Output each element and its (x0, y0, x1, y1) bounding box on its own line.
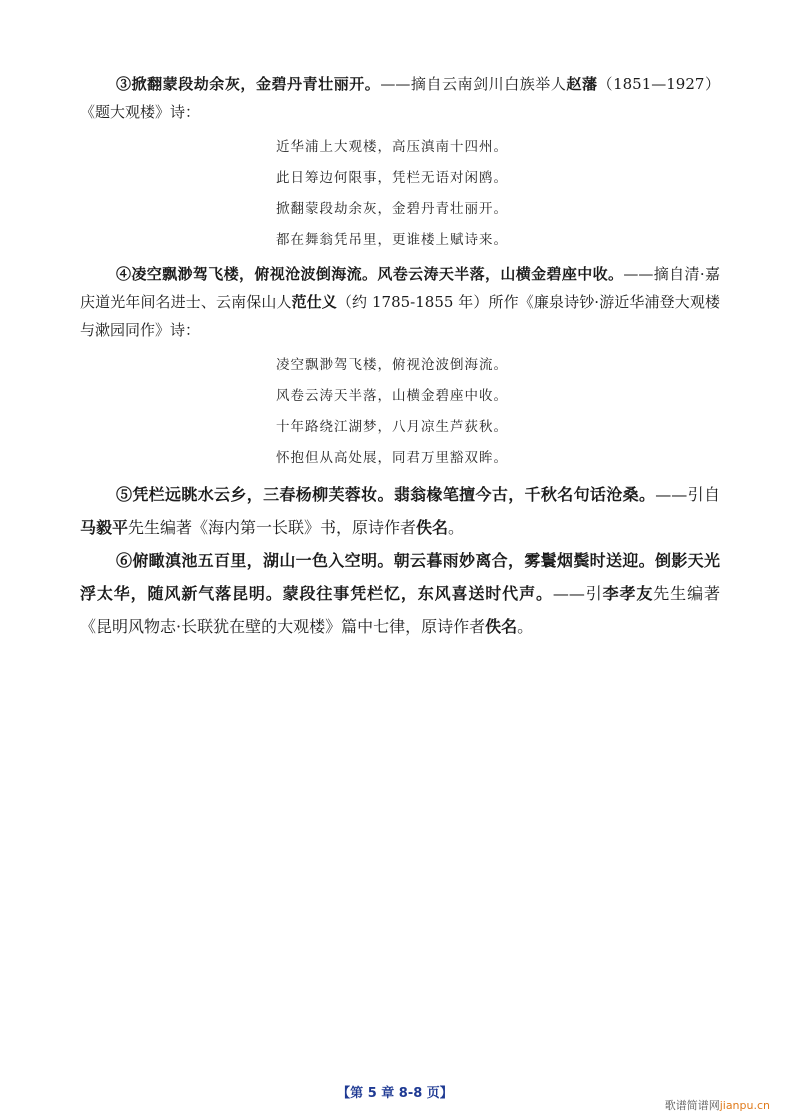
paragraph-6 (80, 544, 720, 643)
paragraph-5 (80, 478, 720, 544)
p5-editor: 马毅平 (80, 518, 129, 537)
paragraph-4 (80, 260, 720, 344)
watermark-name: 歌谱简谱网 (664, 1099, 720, 1112)
p4-author: 范仕义 (291, 293, 337, 311)
poem-line: 十年路绕江湖梦，八月凉生芦荻秋。 (276, 419, 508, 435)
p6-author: 佚名 (485, 617, 518, 636)
poem-line: 近华浦上大观楼，高压滇南十四州。 (276, 139, 508, 155)
p6-editor: 李孝友 (602, 584, 654, 603)
poem-line: 怀抱但从高处展，同君万里豁双眸。 (276, 450, 508, 466)
poem-line: 凌空飘渺驾飞楼，俯视沧波倒海流。 (276, 357, 508, 373)
paragraph-3 (80, 70, 720, 126)
p4-lead: ④凌空飘渺驾飞楼，俯视沧波倒海流。风卷云涛天半落，山横金碧座中收。 (116, 265, 624, 283)
p5-book: 先生编著《海内第一长联》书，原诗作者 (128, 518, 417, 537)
document-body (80, 70, 720, 643)
p3-author: 赵藩 (566, 75, 598, 93)
poem-4 (80, 350, 720, 474)
p6-book: 先生编著《昆明风物志·长联犹在壁的大观楼》篇中七律，原诗作者 (80, 584, 720, 636)
p3-lead: ③掀翻蒙段劫余灰，金碧丹青壮丽开。 (116, 75, 381, 93)
poem-line: 都在舞翁凭吊里，更谁楼上赋诗来。 (276, 232, 508, 248)
p6-end: 。 (517, 617, 534, 636)
poem-line: 风卷云涛天半落，山横金碧座中收。 (276, 388, 508, 404)
poem-3 (80, 132, 720, 256)
p3-source: ——摘自云南剑川白族举人 (380, 75, 567, 93)
page-footer: 【第 5 章 8-8 页】 (337, 1086, 453, 1101)
p4-source: ——摘自清·嘉庆道光年间名进士、云南保山人 (80, 265, 720, 311)
p6-source: ——引 (552, 584, 603, 603)
p6-lead: ⑥俯瞰滇池五百里，湖山一色入空明。朝云暮雨妙离合，雾鬟烟鬓时送迎。倒影天光浮太华，随风新气落昆明。蒙段往事凭栏忆，东风喜送时代声。 (80, 551, 720, 603)
p4-title: （约 1785-1855 年）所作《廉泉诗钞·游近华浦登大观楼与漱园同作》诗： (80, 293, 720, 339)
p5-author: 佚名 (416, 518, 449, 537)
p3-title: （1851—1927）《题大观楼》诗： (80, 75, 720, 121)
p5-lead: ⑤凭栏远眺水云乡，三春杨柳芙蓉妆。翡翁椽笔擅今古，千秋名句话沧桑。 (116, 485, 656, 504)
p5-source: ——引自 (655, 485, 720, 504)
p5-end: 。 (448, 518, 465, 537)
watermark-url[interactable]: jianpu.cn (719, 1099, 770, 1112)
site-watermark[interactable] (665, 1097, 770, 1113)
poem-line: 掀翻蒙段劫余灰，金碧丹青壮丽开。 (276, 201, 508, 217)
poem-line: 此日筹边何限事，凭栏无语对闲鸥。 (276, 170, 508, 186)
